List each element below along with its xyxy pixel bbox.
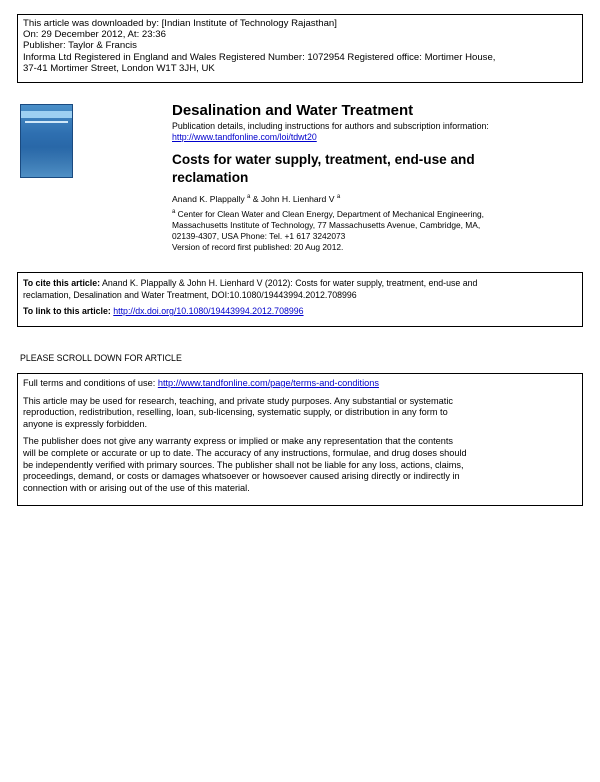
download-date-line: On: 29 December 2012, At: 23:36 [23, 29, 166, 41]
scroll-note: PLEASE SCROLL DOWN FOR ARTICLE [20, 353, 182, 363]
journal-link[interactable]: http://www.tandfonline.com/loi/tdwt20 [172, 132, 317, 142]
terms-link[interactable]: http://www.tandfonline.com/page/terms-and-conditions [157, 378, 379, 388]
journal-title: Desalination and Water Treatment [172, 102, 414, 119]
terms-prefix: Full terms and conditions of use: [23, 378, 158, 388]
article-title: Costs for water supply, treatment, end-use and [172, 152, 475, 167]
cite-line [23, 278, 577, 290]
author-name: Anand K. Plappally [172, 194, 245, 204]
download-line: This article was downloaded by: [Indian Institute of Technology Rajasthan] [23, 18, 337, 29]
affiliation-mark: a [172, 209, 176, 216]
terms-paragraph-line: connection with or arising out of the use of this material. [23, 482, 250, 493]
cite-text: Anand K. Plappally & John H. Lienhard V (2012): Costs for water supply, treatment, end-use and [100, 278, 478, 288]
link-label: To link to this article: [23, 306, 114, 316]
cite-label: To cite this article: [23, 278, 101, 288]
authors [172, 194, 340, 204]
affiliation-line: Massachusetts Institute of Technology, 77 Massachusetts Avenue, Cambridge, MA, [172, 220, 481, 230]
terms-paragraph-line: will be complete or accurate or up to date. The accuracy of any instructions, formulae, and drug doses should [23, 447, 467, 458]
terms-line [23, 378, 577, 390]
journal-cover-image [20, 104, 73, 178]
author-separator: & [250, 194, 261, 204]
author-name: John H. Lienhard V [260, 194, 335, 204]
article-title-continued: reclamation [172, 170, 249, 185]
affiliation-text: Center for Clean Water and Clean Energy, Department of Mechanical Engineering, [177, 209, 484, 219]
doi-link[interactable]: http://dx.doi.org/10.1080/19443994.2012.708996 [113, 306, 304, 316]
terms-paragraph-line: be independently verified with primary sources. The publisher shall not be liable for any loss, actions, claims, [23, 459, 464, 470]
citation-box [17, 272, 583, 327]
download-notice-box [17, 14, 583, 83]
cite-line-continued: reclamation, Desalination and Water Treatment, DOI:10.1080/19443994.2012.708996 [23, 289, 357, 300]
terms-paragraph-line: This article may be used for research, teaching, and private study purposes. Any substantial or systematic [23, 395, 453, 406]
affiliation-line: 02139-4307, USA Phone: Tel. +1 617 3242073 [172, 231, 346, 241]
publisher-line: Publisher: Taylor & Francis [23, 40, 137, 52]
terms-paragraph-line: proceedings, demand, or costs or damages whatsoever or howsoever caused arising directly or indirectly in [23, 471, 460, 482]
terms-paragraph-line: The publisher does not give any warranty express or implied or make any representation that the contents [23, 436, 454, 447]
affiliation-line [172, 209, 484, 219]
author-affiliation-mark: a [247, 194, 251, 201]
terms-box [17, 373, 583, 506]
registration-line: Informa Ltd Registered in England and Wales Registered Number: 1072954 Registered office: Mortimer House, [23, 51, 496, 63]
terms-paragraph-line: reproduction, redistribution, reselling, loan, sub-licensing, systematic supply, or distribution in any form to [23, 407, 448, 418]
link-line [23, 306, 577, 318]
author-affiliation-mark: a [336, 194, 341, 201]
publication-date: Version of record first published: 20 Aug 2012. [172, 242, 344, 252]
publication-details: Publication details, including instructions for authors and subscription information: [172, 121, 489, 131]
address-line: 37-41 Mortimer Street, London W1T 3JH, UK [23, 62, 215, 74]
terms-paragraph-line: anyone is expressly forbidden. [23, 418, 148, 429]
